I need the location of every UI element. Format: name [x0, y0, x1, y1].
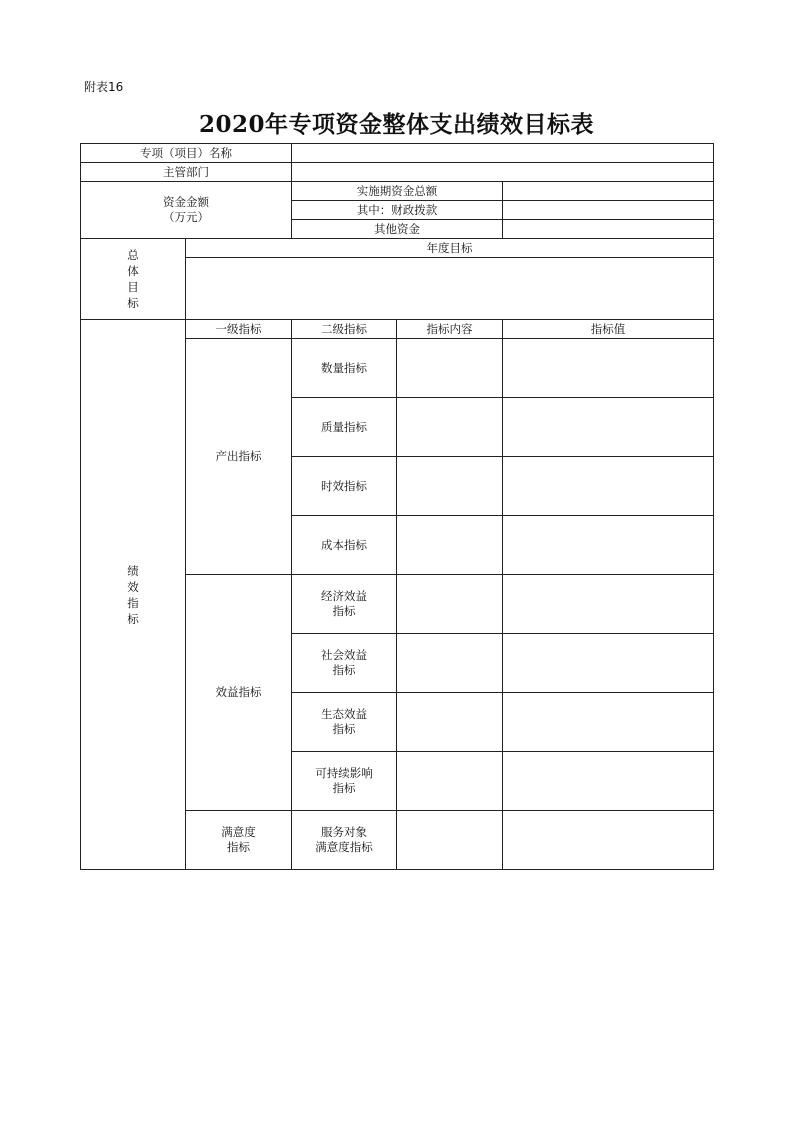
funds-fiscal-field[interactable]: [503, 201, 714, 220]
indicator-value-cell[interactable]: [503, 634, 714, 693]
indicator-value-cell[interactable]: [503, 516, 714, 575]
funds-total-field[interactable]: [503, 182, 714, 201]
indicator-sustainable: 可持续影响 指标: [292, 752, 397, 811]
indicator-value-cell[interactable]: [503, 693, 714, 752]
funds-label: 资金金额 （万元）: [81, 182, 292, 239]
funds-fiscal-label: 其中：财政拨款: [292, 201, 503, 220]
indicator-value-cell[interactable]: [503, 811, 714, 870]
dept-field[interactable]: [292, 163, 714, 182]
indicator-economic: 经济效益 指标: [292, 575, 397, 634]
indicator-ecological: 生态效益 指标: [292, 693, 397, 752]
funds-other-label: 其他资金: [292, 220, 503, 239]
project-name-field[interactable]: [292, 144, 714, 163]
indicator-quantity: 数量指标: [292, 339, 397, 398]
col-header-content: 指标内容: [397, 320, 503, 339]
indicator-content-cell[interactable]: [397, 457, 503, 516]
indicator-value-cell[interactable]: [503, 457, 714, 516]
project-name-label: 专项（项目）名称: [81, 144, 292, 163]
indicator-content-cell[interactable]: [397, 752, 503, 811]
perf-label: [81, 320, 186, 870]
indicator-value-cell[interactable]: [503, 752, 714, 811]
indicator-satisfaction: 服务对象 满意度指标: [292, 811, 397, 870]
performance-target-table: [80, 143, 714, 870]
overall-goal-text: 总体目标: [127, 248, 139, 310]
indicator-content-cell[interactable]: [397, 811, 503, 870]
indicator-value-cell[interactable]: [503, 339, 714, 398]
indicator-content-cell[interactable]: [397, 339, 503, 398]
page-title: 2020年专项资金整体支出绩效目标表: [198, 111, 594, 138]
group-benefit: 效益指标: [186, 575, 292, 811]
indicator-timeliness: 时效指标: [292, 457, 397, 516]
col-header-value: 指标值: [503, 320, 714, 339]
indicator-social: 社会效益 指标: [292, 634, 397, 693]
indicator-content-cell[interactable]: [397, 693, 503, 752]
indicator-content-cell[interactable]: [397, 516, 503, 575]
col-header-level2: 二级指标: [292, 320, 397, 339]
dept-label: 主管部门: [81, 163, 292, 182]
indicator-cost: 成本指标: [292, 516, 397, 575]
indicator-content-cell[interactable]: [397, 575, 503, 634]
perf-label-text: 绩效指标: [127, 563, 139, 626]
funds-total-label: 实施期资金总额: [292, 182, 503, 201]
annual-goal-header: 年度目标: [186, 239, 714, 258]
indicator-value-cell[interactable]: [503, 398, 714, 457]
annual-goal-field[interactable]: [186, 258, 714, 320]
appendix-label: 附表16: [84, 80, 124, 94]
indicator-quality: 质量指标: [292, 398, 397, 457]
indicator-content-cell[interactable]: [397, 398, 503, 457]
indicator-value-cell[interactable]: [503, 575, 714, 634]
group-output: 产出指标: [186, 339, 292, 575]
funds-other-field[interactable]: [503, 220, 714, 239]
col-header-level1: 一级指标: [186, 320, 292, 339]
overall-goal-label: [81, 239, 186, 320]
group-satisfaction: 满意度 指标: [186, 811, 292, 870]
indicator-content-cell[interactable]: [397, 634, 503, 693]
